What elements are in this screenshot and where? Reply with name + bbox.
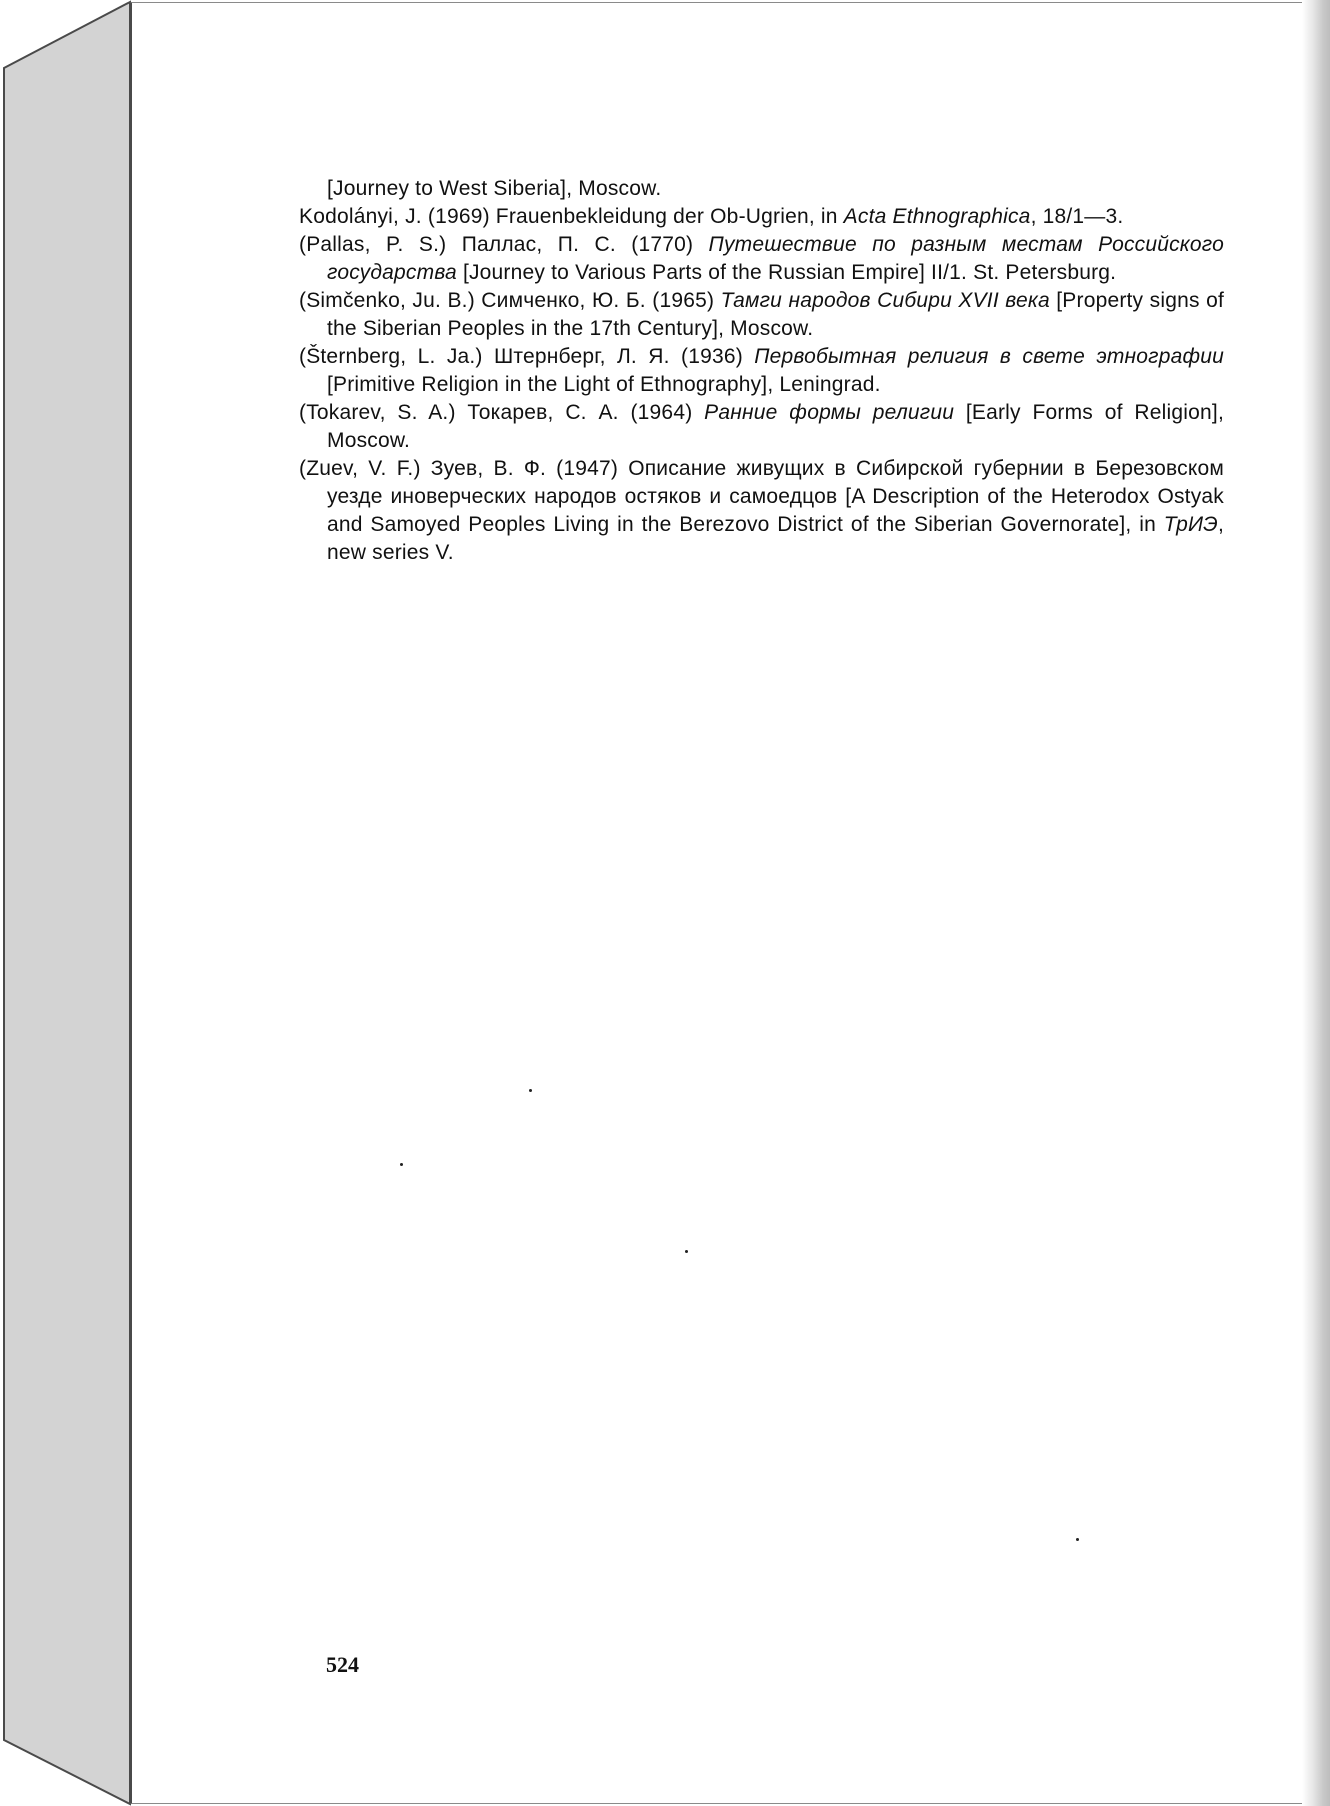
reference-italic-title: Ранние формы религии: [704, 401, 955, 424]
reference-text: (Tokarev, S. A.) Токарев, С. А. (1964): [299, 401, 705, 424]
reference-text: (Šternberg, L. Ja.) Штернберг, Л. Я. (1936): [299, 345, 755, 368]
reference-text: [Early Forms of Religion], Moscow.: [327, 401, 1224, 452]
reference-entry: [299, 455, 1224, 567]
reference-italic-title: Acta Ethnographica: [843, 205, 1031, 228]
scan-speck: [529, 1089, 532, 1092]
reference-text: (Simčenko, Ju. B.) Симченко, Ю. Б. (1965): [299, 289, 721, 312]
reference-text: [Journey to Various Parts of the Russian Empire] II/1. St. Petersburg.: [456, 261, 1117, 284]
reference-text: [Journey to West Siberia], Moscow.: [327, 177, 662, 200]
reference-text: [Property signs of the Siberian Peoples in the 17th Century], Moscow.: [327, 289, 1225, 340]
scan-speck: [685, 1250, 688, 1253]
page-right-shadow: [1302, 0, 1330, 1806]
reference-italic-title: Путешествие по разным местам Российского государства: [327, 233, 1224, 284]
reference-italic-title: Тамги народов Сибири XVII века: [720, 289, 1050, 312]
reference-text: Kodolányi, J. (1969) Frauenbekleidung der Ob-Ugrien, in: [299, 205, 844, 228]
scan-speck: [400, 1163, 403, 1166]
reference-entry: [299, 343, 1224, 399]
reference-entry: [299, 287, 1224, 343]
reference-entry: [299, 231, 1224, 287]
reference-italic-title: Первобытная религия в свете этнографии: [754, 345, 1225, 368]
book-side-edge: [0, 0, 132, 1806]
reference-text: (Zuev, V. F.) Зуев, В. Ф. (1947) Описание живущих в Сибирской губернии в Березовском уезде иноверческих народов остяков и самоедцов [A Description of the Heterodox Ostyak and Samoyed Peoples Living in the Berezovo District of the Siberian Governorate], in: [299, 457, 1224, 536]
reference-entry: [299, 203, 1224, 231]
reference-text: [Primitive Religion in the Light of Ethnography], Leningrad.: [327, 373, 881, 396]
reference-entry: [299, 399, 1224, 455]
reference-italic-title: ТрИЭ: [1163, 513, 1218, 536]
page-number: 524: [326, 1652, 359, 1677]
reference-list: [299, 175, 1224, 567]
reference-text: (Pallas, P. S.) Паллас, П. С. (1770): [299, 233, 709, 256]
reference-entry: [299, 175, 1224, 203]
scan-speck: [1076, 1538, 1079, 1541]
reference-text: , new series V.: [327, 513, 1224, 564]
reference-text: , 18/1—3.: [1030, 205, 1124, 228]
